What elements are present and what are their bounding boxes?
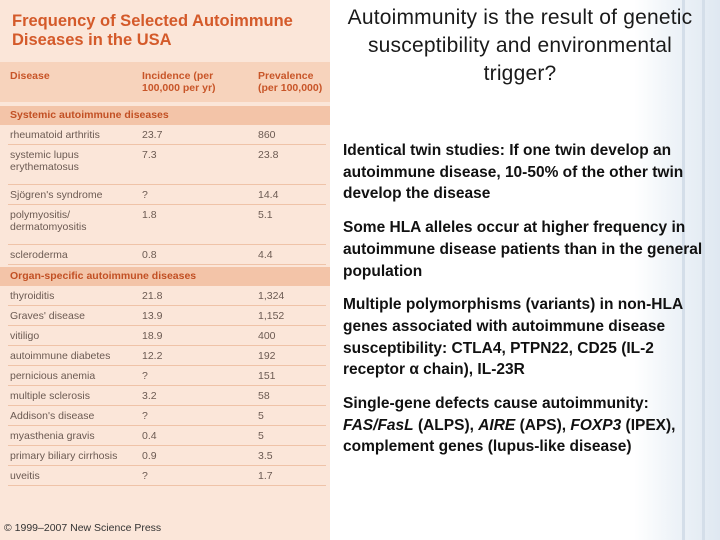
disease-cell: pernicious anemia — [10, 370, 96, 382]
incidence-cell: ? — [142, 410, 148, 422]
table-row — [0, 467, 330, 486]
incidence-cell: 21.8 — [142, 290, 163, 302]
prevalence-cell: 3.5 — [258, 450, 273, 462]
disease-cell: vitiligo — [10, 330, 40, 342]
incidence-cell: ? — [142, 189, 148, 201]
disease-cell: Addison's disease — [10, 410, 95, 422]
row-divider — [8, 305, 326, 306]
row-divider — [8, 144, 326, 145]
row-divider — [8, 425, 326, 426]
disease-cell: multiple sclerosis — [10, 390, 90, 402]
bullet-text-segment: (IPEX), complement genes (lupus-like disease) — [343, 416, 676, 456]
row-divider — [8, 184, 326, 185]
incidence-cell: 7.3 — [142, 149, 157, 161]
incidence-cell: 0.4 — [142, 430, 157, 442]
table-row — [0, 427, 330, 446]
row-divider — [8, 204, 326, 205]
bullet-item — [343, 393, 711, 458]
disease-cell: Graves' disease — [10, 310, 85, 322]
disease-cell: myasthenia gravis — [10, 430, 95, 442]
row-divider — [8, 325, 326, 326]
prevalence-cell: 23.8 — [258, 149, 279, 161]
prevalence-cell: 5 — [258, 430, 264, 442]
table-row — [0, 146, 330, 185]
row-divider — [8, 264, 326, 265]
prevalence-cell: 192 — [258, 350, 276, 362]
figure-title: Frequency of Selected Autoimmune Diseases in the USA — [12, 12, 293, 49]
prevalence-cell: 5.1 — [258, 209, 273, 221]
row-divider — [8, 345, 326, 346]
slide-title: Autoimmunity is the result of genetic susceptibility and environmental trigger? — [347, 6, 693, 85]
table-row — [0, 327, 330, 346]
table-row — [0, 246, 330, 265]
row-divider — [8, 485, 326, 486]
table-row — [0, 307, 330, 326]
column-header-incidence: Incidence (per 100,000 per yr) — [142, 70, 216, 94]
section-header — [0, 267, 330, 286]
table-row — [0, 367, 330, 386]
autoimmune-frequency-figure — [0, 0, 330, 540]
row-divider — [8, 405, 326, 406]
incidence-cell: 3.2 — [142, 390, 157, 402]
table-row — [0, 447, 330, 466]
prevalence-cell: 1.7 — [258, 470, 273, 482]
incidence-cell: 0.9 — [142, 450, 157, 462]
disease-cell: scleroderma — [10, 249, 68, 261]
prevalence-cell: 4.4 — [258, 249, 273, 261]
prevalence-cell: 14.4 — [258, 189, 279, 201]
bullet-text-segment: (APS), — [515, 416, 571, 434]
incidence-cell: ? — [142, 370, 148, 382]
disease-cell: polymyositis/ dermatomyositis — [10, 209, 87, 233]
gene-name: FAS/FasL — [343, 416, 414, 434]
incidence-cell: 12.2 — [142, 350, 163, 362]
row-divider — [8, 465, 326, 466]
incidence-cell: 23.7 — [142, 129, 163, 141]
prevalence-cell: 1,324 — [258, 290, 285, 302]
disease-cell: primary biliary cirrhosis — [10, 450, 118, 462]
disease-cell: thyroiditis — [10, 290, 55, 302]
row-divider — [8, 244, 326, 245]
bullet-text-segment: (ALPS), — [413, 416, 479, 434]
disease-cell: rheumatoid arthritis — [10, 129, 100, 141]
table-row — [0, 206, 330, 245]
disease-cell: autoimmune diabetes — [10, 350, 111, 362]
incidence-cell: 1.8 — [142, 209, 157, 221]
gene-name: AIRE — [478, 416, 516, 434]
bullet-list — [343, 140, 711, 470]
table-row — [0, 347, 330, 366]
prevalence-cell: 5 — [258, 410, 264, 422]
column-header-prevalence: Prevalence (per 100,000) — [258, 70, 323, 94]
incidence-cell: ? — [142, 470, 148, 482]
disease-cell: systemic lupus erythematosus — [10, 149, 79, 173]
gene-name: FOXP3 — [570, 416, 622, 434]
prevalence-cell: 400 — [258, 330, 276, 342]
row-divider — [8, 445, 326, 446]
table-row — [0, 287, 330, 306]
prevalence-cell: 58 — [258, 390, 270, 402]
prevalence-cell: 151 — [258, 370, 276, 382]
figure-copyright: © 1999–2007 New Science Press — [4, 522, 162, 534]
row-divider — [8, 385, 326, 386]
incidence-cell: 13.9 — [142, 310, 163, 322]
table-row — [0, 407, 330, 426]
table-row — [0, 186, 330, 205]
prevalence-cell: 860 — [258, 129, 276, 141]
bullet-item: Identical twin studies: If one twin develop an autoimmune disease, 10-50% of the other twin develop the disease — [343, 142, 684, 203]
incidence-cell: 0.8 — [142, 249, 157, 261]
bullet-item: Some HLA alleles occur at higher frequency in autoimmune disease patients than in the general population — [343, 219, 703, 280]
disease-cell: uveitis — [10, 470, 40, 482]
table-header — [0, 62, 330, 102]
table-row — [0, 387, 330, 406]
section-label: Systemic autoimmune diseases — [10, 109, 169, 121]
section-header — [0, 106, 330, 125]
bullet-item: Multiple polymorphisms (variants) in non-HLA genes associated with autoimmune disease susceptibility: CTLA4, PTPN22, CD25 (IL-2 receptor α chain), IL-23R — [343, 296, 683, 379]
incidence-cell: 18.9 — [142, 330, 163, 342]
prevalence-cell: 1,152 — [258, 310, 285, 322]
bullet-text-segment: Single-gene defects cause autoimmunity: — [343, 395, 649, 413]
disease-cell: Sjögren's syndrome — [10, 189, 103, 201]
column-header-disease: Disease — [10, 70, 50, 82]
row-divider — [8, 365, 326, 366]
section-label: Organ-specific autoimmune diseases — [10, 270, 197, 282]
table-row — [0, 126, 330, 145]
